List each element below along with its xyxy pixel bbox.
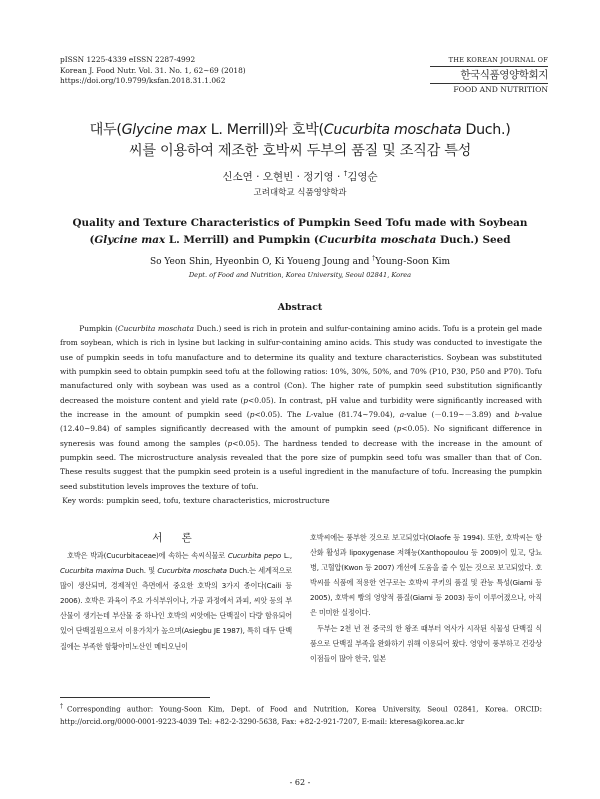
abstract-body: [60, 322, 542, 508]
intro-left-column: [60, 548, 292, 654]
intro-heading: 서 론: [152, 532, 200, 544]
korean-title: [0, 120, 600, 162]
english-title: [0, 215, 600, 249]
abstract-heading: Abstract: [277, 302, 323, 313]
corresponding-mark-en: †: [372, 255, 376, 262]
intro-paragraph-1-cont: 호박씨에는 풍부한 것으로 보고되었다(Olaofe 등 1994). 또한, 호박씨는 항산화 활성과 lipoxygenase 저해능(Xanthopoulou 등 2009)이 있고, 당뇨병, 고혈압(Kwon 등 2007) 개선에 도움을 줄 수 있는 것으로 보고되었다. 호박씨를 식품에 적용한 연구로는 호박씨 쿠키의 품질 및 관능 특성(Giami 등 2005), 호박씨 빵의 영양적 품질(Giami 등 2003) 등이 이루어졌으나, 아직은 미미한 실정이다.: [310, 533, 542, 618]
english-title-line-1: Quality and Texture Characteristics of Pumpkin Seed Tofu made with Soybean: [72, 217, 528, 229]
abstract-paragraph: Pumpkin (Cucurbita moschata Duch.) seed is rich in protein and sulfur-containing amino acids. Tofu is a protein gel made from soybean, which is rich in lysine but lacking in sulfur-containing amino acids. This study was conducted to investigate the use of pumpkin seeds in tofu manufacture and to determine its quality and texture characteristics. Soybean was substituted with pumpkin seed to obtain pumpkin seed tofu at the following ratios: 10%, 30%, 50%, and 70% (P10, P30, P50 and P70). Tofu manufactured only with soybean was used as a control (Con). The higher rate of pumpkin seed substitution significantly decreased the moisture content and yield rate (p<0.05). In contrast, pH value and turbidity were significantly increased with the increase in the amount of pumpkin seed (p<0.05). The L-value (81.74~79.04), a-value (－0.19~－3.89) and b-value (12.40~9.84) of samples significantly decreased with the amount of pumpkin seed (p<0.05). No significant difference in syneresis was found among the samples (p<0.05). The hardness tended to decrease with the increase in the amount of pumpkin seed. The microstructure analysis revealed that the pore size of pumpkin seed tofu was smaller than that of Con. These results suggest that the pumpkin seed protein is a useful ingredient in the manufacture of tofu. Increasing the pumpkin seed substitution levels improves the texture of tofu.: [60, 324, 542, 491]
intro-right-column: [310, 530, 542, 666]
korean-title-line-1: 대두(Glycine max L. Merrill)와 호박(Cucurbita moschata Duch.): [89, 122, 511, 138]
english-affiliation: Dept. of Food and Nutrition, Korea University, Seoul 02841, Korea: [188, 271, 412, 279]
citation-line: Korean J. Food Nutr. Vol. 31. No. 1, 62~69 (2018): [60, 65, 246, 75]
corresponding-mark: †: [343, 169, 348, 178]
citation-block: [60, 55, 246, 87]
journal-name-en-top: THE KOREAN JOURNAL OF: [448, 56, 548, 64]
keywords: Key words: pumpkin seed, tofu, texture characteristics, microstructure: [62, 496, 330, 506]
intro-paragraph-1: 호박은 박과(Cucurbitaceae)에 속하는 속씨식물로 Cucurbita pepo L., Cucurbita maxima Duch. 및 Cucurbita moschata Duch.는 세계적으로 많이 생산되며, 경제적인 측면에서 중요한 호박의 3가지 종이다(Caili 등 2006). 호박은 과육이 주요 가식부위이나, 가공 과정에서 과피, 씨앗 등의 부산물이 생기는데 부산물 중 하나인 호박의 씨앗에는 단백질이 다량 함유되어 있어 단백질원으로서 이용가치가 높으며(Asiegbu JE 1987), 특히 대두 단백질에는 부족한 함황아미노산인 메티오닌이: [60, 551, 292, 651]
journal-rule-top: [430, 66, 548, 67]
journal-name-kr: 한국식품영양학회지: [460, 69, 548, 81]
korean-affiliation: 고려대학교 식품영양학과: [253, 188, 347, 198]
english-authors: So Yeon Shin, Hyeonbin O, Ki Youeng Joung and †Young-Soon Kim: [149, 255, 451, 267]
korean-authors: 신소연 · 오현빈 · 정기영 · †김영순: [222, 169, 378, 183]
korean-title-line-2: 씨를 이용하여 제조한 호박씨 두부의 품질 및 조직감 특성: [129, 143, 471, 159]
journal-name-en-bottom: FOOD AND NUTRITION: [453, 85, 548, 94]
journal-logo: [430, 55, 548, 95]
page-number: - 62 -: [289, 778, 311, 787]
intro-paragraph-2: 두부는 2천 년 전 중국의 한 왕조 때부터 역사가 시작된 식물성 단백질 식품으로 단백질 부족을 완화하기 위해 이용되어 왔다. 영양이 풍부하고 건강상 이점들이 많아 한국, 일본: [310, 623, 542, 663]
english-title-line-2: (Glycine max L. Merrill) and Pumpkin (Cucurbita moschata Duch.) Seed: [89, 234, 511, 246]
corresponding-author-footnote: †Corresponding author: Young-Soon Kim, Dept. of Food and Nutrition, Korea University, Seoul 02841, Korea. ORCID: http://orcid.org/0000-0001-9223-4039 Tel: +82-2-3290-5638, Fax: +82-2-921-7207, E-mail: kteresa@korea.ac.kr: [60, 703, 542, 727]
footnote-divider: [60, 697, 210, 698]
issn-line: pISSN 1225-4339 eISSN 2287-4992: [60, 55, 196, 64]
doi-link[interactable]: https://doi.org/10.9799/ksfan.2018.31.1.062: [60, 76, 226, 86]
journal-rule-bottom: [430, 83, 548, 84]
